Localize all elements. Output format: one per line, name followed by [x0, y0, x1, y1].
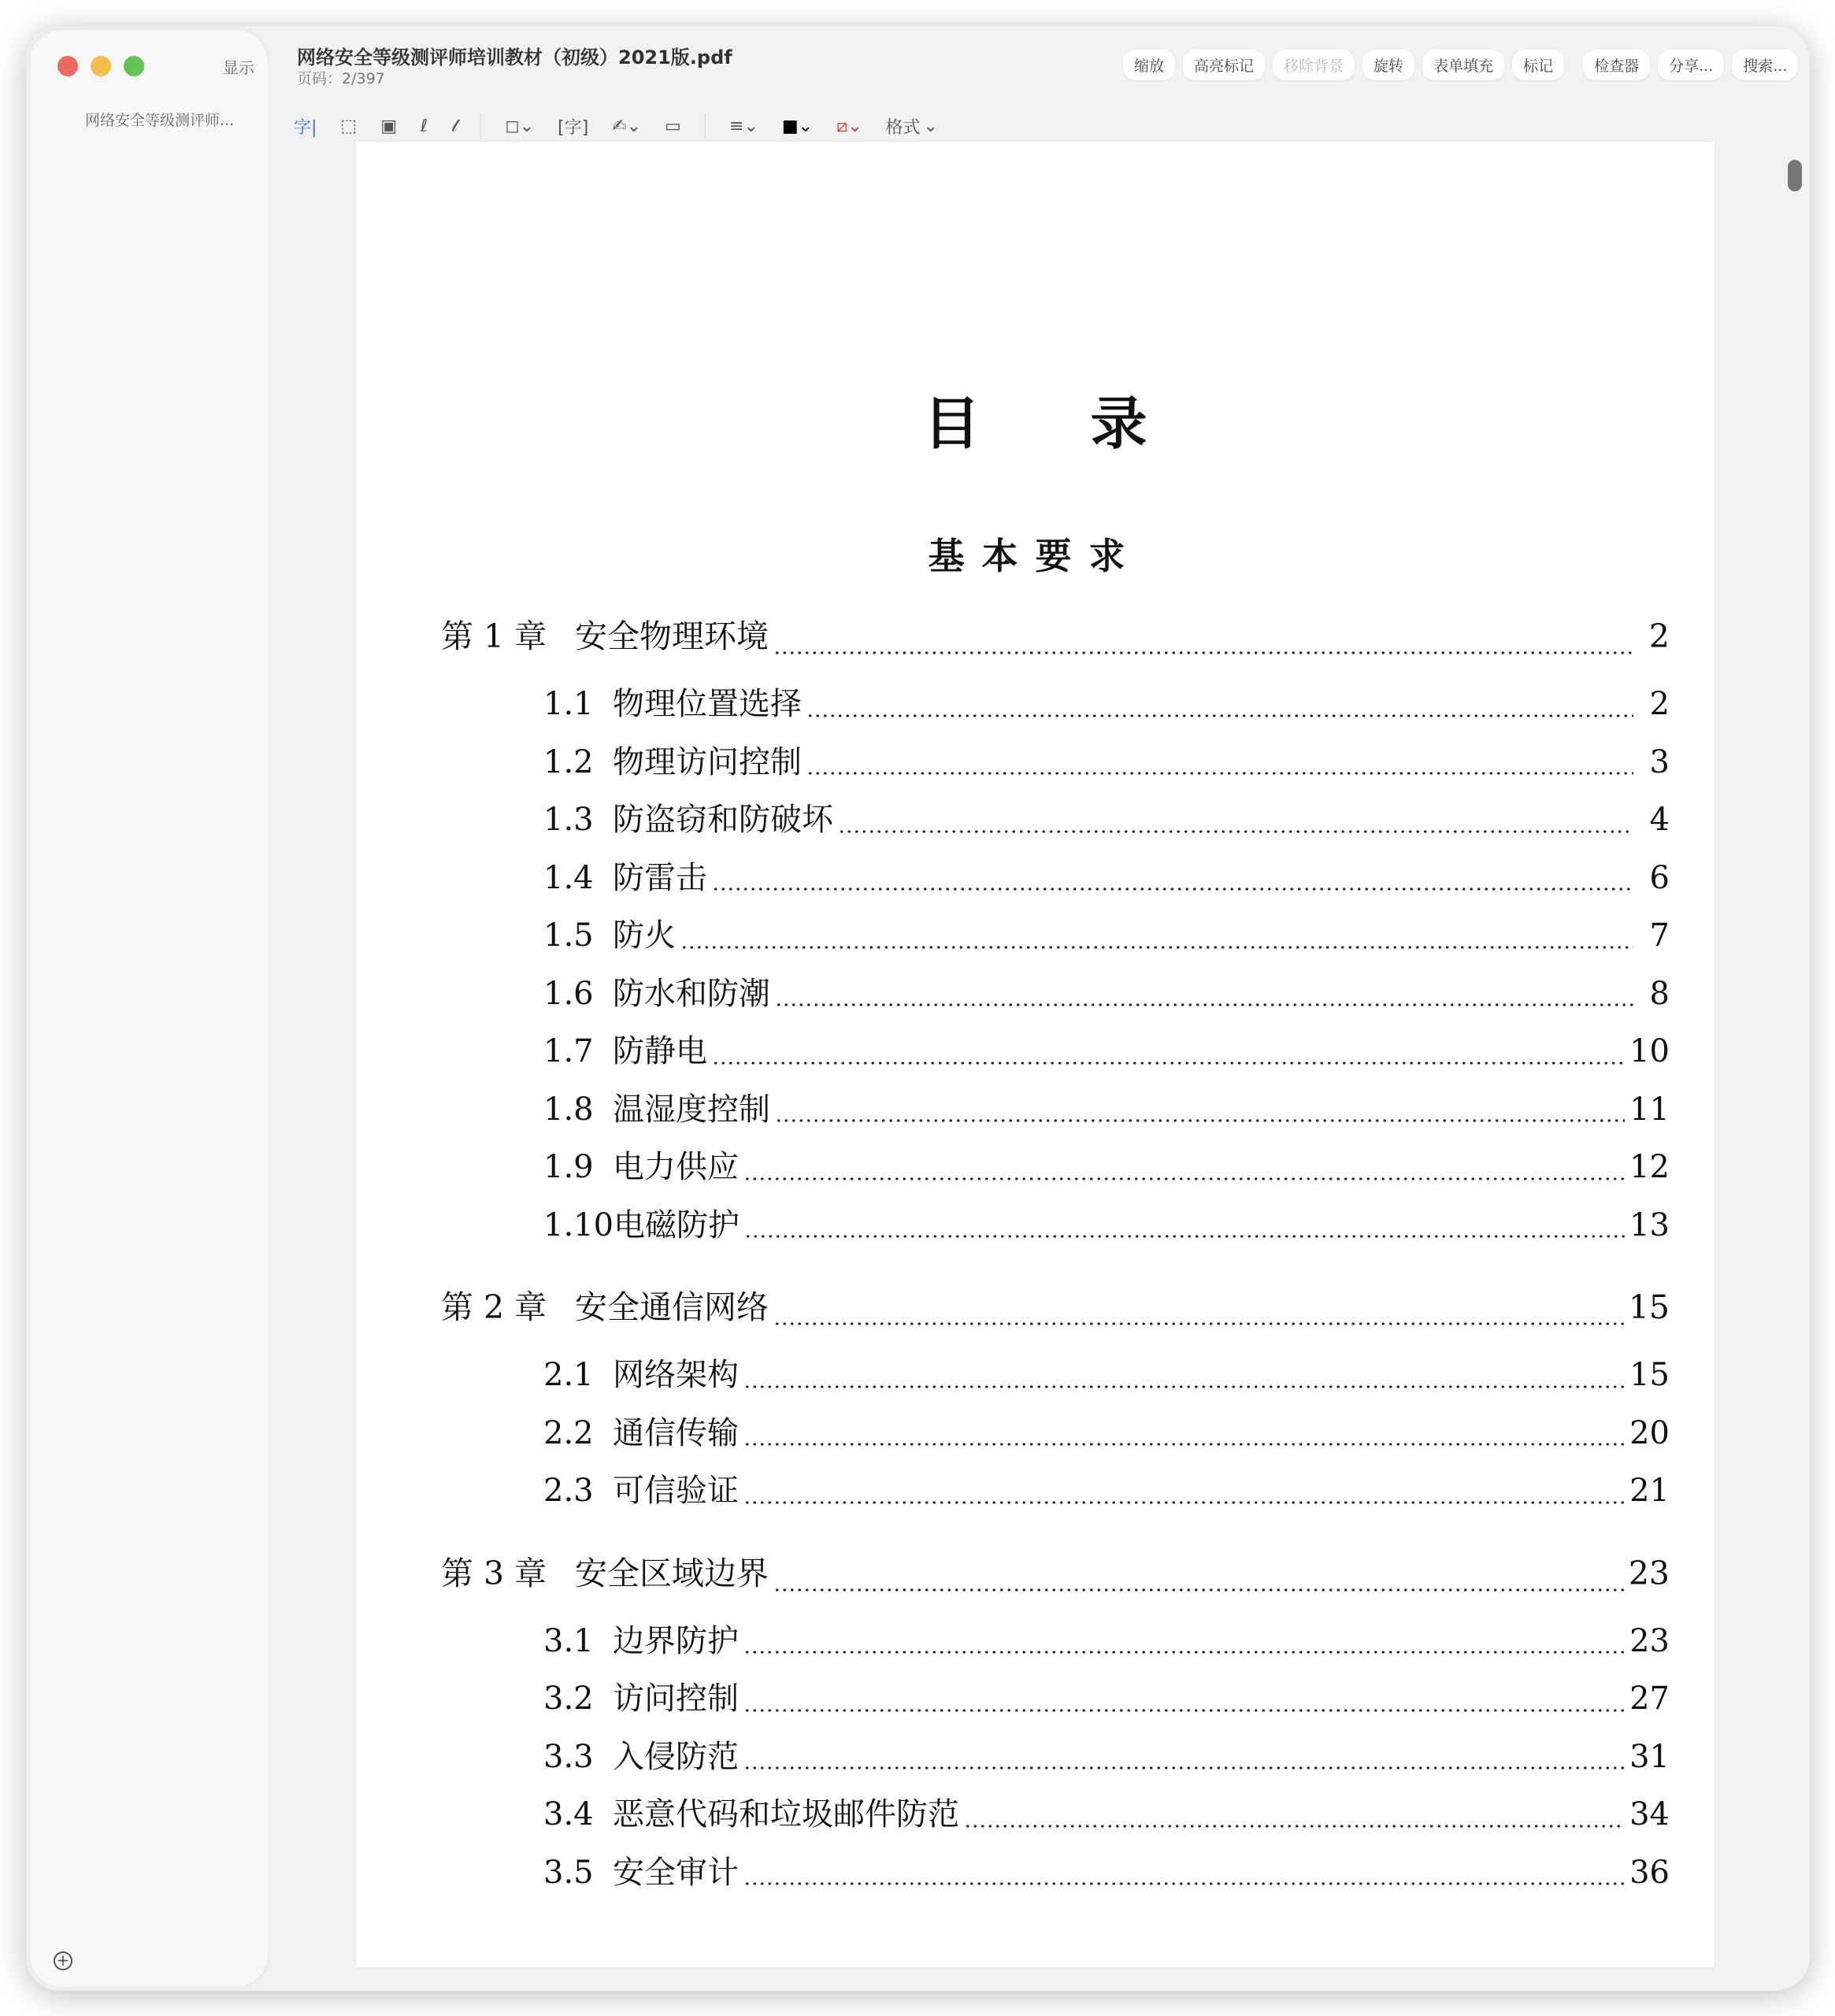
- entry-number: 1.8: [543, 1091, 594, 1128]
- dot-leader: [773, 651, 1633, 654]
- toc-entry[interactable]: [441, 1405, 1670, 1463]
- entry-page: 6: [1649, 859, 1670, 896]
- scrollbar[interactable]: [1788, 160, 1802, 191]
- divider: [705, 113, 706, 139]
- entry-title: 物理访问控制: [613, 743, 802, 780]
- toc-entry[interactable]: [441, 1347, 1670, 1405]
- toc-entry[interactable]: [441, 1462, 1670, 1521]
- dot-leader: [743, 1443, 1625, 1446]
- toc-entry[interactable]: [441, 1023, 1670, 1081]
- border-color-icon[interactable]: ■⌄: [781, 116, 814, 136]
- entry-page: 12: [1629, 1149, 1670, 1185]
- entry-page: 23: [1629, 1622, 1670, 1659]
- toc-entry[interactable]: [441, 1844, 1670, 1903]
- dot-leader: [712, 1062, 1625, 1065]
- entry-number: 1.6: [543, 975, 594, 1012]
- format-label: 格式: [885, 117, 921, 138]
- dot-leader: [680, 946, 1633, 949]
- toc-entry[interactable]: [441, 1670, 1670, 1729]
- dot-leader: [775, 1003, 1633, 1006]
- toc-entry[interactable]: [441, 734, 1670, 792]
- entry-page: 11: [1629, 1091, 1670, 1128]
- entry-page: 31: [1629, 1738, 1670, 1775]
- dot-leader: [743, 1177, 1625, 1180]
- entry-title: 可信验证: [613, 1473, 739, 1509]
- toc-entry[interactable]: [441, 1081, 1670, 1140]
- page-heading: 目录: [923, 390, 1258, 457]
- sidebar: [30, 30, 268, 1987]
- entry-page: 23: [1628, 1554, 1670, 1592]
- toolbar-button[interactable]: 检查器: [1583, 50, 1650, 80]
- entry-title: 入侵防范: [613, 1738, 739, 1775]
- toc-entry[interactable]: [441, 1613, 1670, 1671]
- entry-page: 27: [1629, 1681, 1670, 1717]
- signature-icon[interactable]: ✍⌄: [612, 116, 642, 136]
- dot-leader: [743, 1385, 1625, 1388]
- divider: [480, 113, 481, 139]
- toc-entry[interactable]: [441, 608, 1670, 676]
- entry-title: 安全审计: [613, 1854, 739, 1891]
- toc-entry[interactable]: [441, 1197, 1670, 1255]
- entry-title: 边界防护: [613, 1622, 739, 1659]
- entry-title: 网络架构: [613, 1357, 739, 1393]
- entry-number: 1.1: [543, 686, 594, 722]
- entry-number: 3.5: [543, 1854, 594, 1891]
- entry-number: 1.7: [543, 1033, 594, 1069]
- dot-leader: [743, 1709, 1625, 1712]
- dot-leader: [964, 1825, 1625, 1828]
- toolbar-button[interactable]: 表单填充: [1422, 50, 1504, 80]
- page-indicator: 页码：2/397: [297, 70, 385, 87]
- format-menu[interactable]: 格式 ⌄: [886, 114, 938, 139]
- dot-leader: [743, 1766, 1625, 1770]
- entry-number: 2.3: [543, 1473, 594, 1509]
- entry-page: 2: [1648, 617, 1670, 655]
- toolbar-button[interactable]: 移除背景: [1273, 50, 1355, 80]
- entry-number: 1.4: [543, 859, 594, 896]
- redact-icon[interactable]: ▣: [380, 116, 398, 136]
- entry-title: 电磁防护: [614, 1206, 740, 1243]
- entry-page: 2: [1649, 686, 1670, 722]
- dot-leader: [743, 1651, 1625, 1654]
- dot-leader: [806, 714, 1633, 717]
- preview-window: [26, 26, 1810, 1991]
- toolbar-buttons: [1123, 50, 1798, 80]
- toc-entry[interactable]: [441, 676, 1670, 734]
- entry-page: 8: [1649, 975, 1670, 1012]
- toolbar-button[interactable]: 搜索...: [1732, 50, 1798, 80]
- dot-leader: [743, 1882, 1625, 1885]
- entry-number: 3.1: [543, 1622, 594, 1659]
- toc-entry[interactable]: [441, 1545, 1670, 1613]
- toc-entry[interactable]: [441, 1139, 1670, 1197]
- entry-title: 防水和防潮: [613, 975, 770, 1012]
- toolbar-button[interactable]: 分享...: [1658, 50, 1724, 80]
- close-button[interactable]: [57, 56, 78, 76]
- show-sidebar-button[interactable]: 显示: [223, 58, 254, 77]
- entry-title: 安全区域边界: [575, 1554, 769, 1592]
- toc-entry[interactable]: [441, 1729, 1670, 1787]
- sketch-icon[interactable]: ℓ: [421, 116, 428, 136]
- entry-number: 1.3: [543, 802, 594, 838]
- table-of-contents: [441, 608, 1670, 1902]
- rect-select-icon[interactable]: ⬚: [340, 116, 358, 136]
- sidebar-item-document[interactable]: 网络安全等级测评师...: [85, 112, 235, 129]
- entry-page: 10: [1629, 1033, 1670, 1069]
- line-style-icon[interactable]: ≡⌄: [728, 116, 758, 136]
- shapes-icon[interactable]: ◻⌄: [505, 116, 535, 136]
- dot-leader: [712, 888, 1633, 891]
- dot-leader: [773, 1322, 1624, 1325]
- entry-title: 温湿度控制: [613, 1091, 770, 1128]
- entry-number: 1.5: [543, 917, 594, 954]
- dot-leader: [744, 1235, 1625, 1238]
- markup-toolbar: [294, 113, 938, 139]
- entry-number: 3.4: [543, 1796, 594, 1833]
- entry-page: 3: [1649, 743, 1670, 780]
- text-select-icon[interactable]: 字|: [294, 117, 317, 138]
- section-heading: 基本要求: [928, 535, 1143, 577]
- minimize-button[interactable]: [91, 56, 111, 76]
- entry-page: 4: [1649, 802, 1670, 838]
- note-icon[interactable]: ▭: [665, 116, 681, 136]
- dot-leader: [806, 772, 1633, 775]
- zoom-button[interactable]: [124, 56, 144, 76]
- text-box-icon[interactable]: [字]: [558, 117, 589, 138]
- fill-color-icon[interactable]: ⧄⌄: [836, 116, 862, 136]
- entry-page: 20: [1629, 1414, 1670, 1451]
- entry-title: 防雷击: [613, 859, 707, 896]
- entry-number: 2.1: [543, 1357, 594, 1393]
- toc-entry[interactable]: [441, 791, 1670, 850]
- toc-entry[interactable]: [441, 1279, 1670, 1347]
- toc-entry[interactable]: [441, 965, 1670, 1024]
- dot-leader: [838, 830, 1633, 833]
- add-icon[interactable]: +: [54, 1951, 72, 1970]
- entry-page: 7: [1649, 917, 1670, 954]
- entry-page: 36: [1629, 1854, 1670, 1891]
- toc-entry[interactable]: [441, 1786, 1670, 1844]
- entry-number: 第 1 章: [441, 617, 547, 655]
- toc-entry[interactable]: [441, 907, 1670, 965]
- entry-title: 防火: [613, 917, 676, 954]
- entry-title: 安全物理环境: [575, 617, 769, 655]
- pdf-page: [356, 142, 1715, 1967]
- entry-title: 防静电: [613, 1033, 707, 1069]
- entry-number: 3.2: [543, 1681, 594, 1717]
- toolbar-button[interactable]: 高亮标记: [1183, 50, 1265, 80]
- entry-page: 15: [1628, 1288, 1670, 1326]
- entry-page: 15: [1629, 1357, 1670, 1393]
- entry-title: 物理位置选择: [613, 686, 802, 722]
- entry-number: 1.2: [543, 743, 594, 780]
- toolbar-button[interactable]: 标记: [1512, 50, 1564, 80]
- document-title: 网络安全等级测评师培训教材（初级）2021版.pdf: [297, 46, 732, 69]
- entry-number: 第 3 章: [441, 1554, 547, 1592]
- entry-number: 3.3: [543, 1738, 594, 1775]
- entry-number: 1.10: [543, 1206, 614, 1243]
- entry-number: 第 2 章: [441, 1288, 547, 1326]
- entry-title: 安全通信网络: [575, 1288, 769, 1326]
- entry-number: 1.9: [543, 1149, 594, 1185]
- entry-page: 21: [1629, 1473, 1670, 1509]
- entry-title: 访问控制: [613, 1681, 739, 1717]
- draw-icon[interactable]: 𝓁: [451, 116, 458, 136]
- entry-page: 13: [1629, 1206, 1670, 1243]
- toolbar-button[interactable]: 旋转: [1362, 50, 1414, 80]
- toolbar-button[interactable]: 缩放: [1123, 50, 1175, 80]
- dot-leader: [773, 1588, 1624, 1592]
- entry-title: 恶意代码和垃圾邮件防范: [613, 1796, 959, 1833]
- entry-title: 防盗窃和防破坏: [613, 802, 833, 838]
- entry-number: 2.2: [543, 1414, 594, 1451]
- dot-leader: [743, 1501, 1625, 1504]
- toc-entry[interactable]: [441, 850, 1670, 908]
- entry-page: 34: [1629, 1796, 1670, 1833]
- entry-title: 通信传输: [613, 1414, 739, 1451]
- entry-title: 电力供应: [613, 1149, 739, 1185]
- dot-leader: [775, 1119, 1625, 1122]
